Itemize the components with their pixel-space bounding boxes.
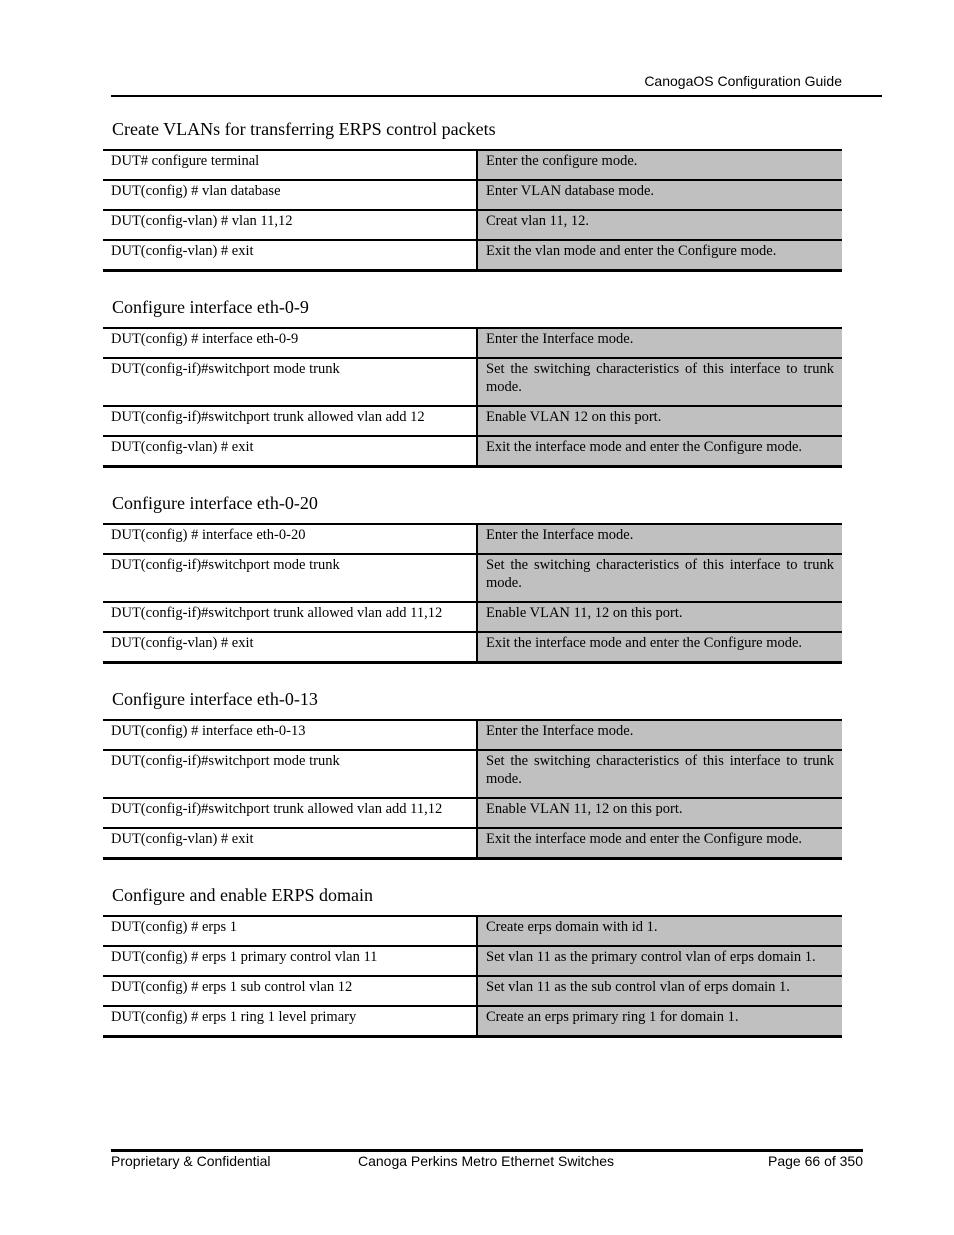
command-cell: DUT(config) # erps 1 sub control vlan 12 [103, 976, 477, 1006]
description-cell: Create erps domain with id 1. [477, 916, 842, 946]
command-cell: DUT(config) # interface eth-0-9 [103, 328, 477, 358]
description-cell: Enable VLAN 11, 12 on this port. [477, 798, 842, 828]
section-interface-eth-0-9 [103, 296, 842, 468]
table-row [103, 750, 842, 798]
command-table [103, 719, 842, 860]
table-row [103, 436, 842, 467]
header-rule [111, 95, 882, 97]
section-title: Configure interface eth-0-9 [112, 297, 309, 317]
description-cell: Set the switching characteristics of this interface to trunk mode. [477, 554, 842, 602]
table-row [103, 554, 842, 602]
table-row [103, 1006, 842, 1037]
description-cell: Set the switching characteristics of this interface to trunk mode. [477, 750, 842, 798]
document-body [103, 118, 842, 1062]
table-row [103, 976, 842, 1006]
footer-confidential: Proprietary & Confidential [111, 1153, 271, 1169]
description-cell: Exit the vlan mode and enter the Configure mode. [477, 240, 842, 271]
table-row [103, 180, 842, 210]
command-cell: DUT(config) # interface eth-0-20 [103, 524, 477, 554]
command-cell: DUT(config-if)#switchport trunk allowed vlan add 12 [103, 406, 477, 436]
section-title: Configure interface eth-0-13 [112, 689, 318, 709]
command-cell: DUT(config) # erps 1 primary control vlan 11 [103, 946, 477, 976]
table-row [103, 916, 842, 946]
section-interface-eth-0-20 [103, 492, 842, 664]
command-table [103, 915, 842, 1038]
description-cell: Exit the interface mode and enter the Configure mode. [477, 632, 842, 663]
description-cell: Enter VLAN database mode. [477, 180, 842, 210]
description-cell: Exit the interface mode and enter the Configure mode. [477, 828, 842, 859]
command-cell: DUT(config-if)#switchport mode trunk [103, 750, 477, 798]
description-cell: Set vlan 11 as the primary control vlan of erps domain 1. [477, 946, 842, 976]
description-cell: Enter the Interface mode. [477, 524, 842, 554]
table-row [103, 328, 842, 358]
section-erps-domain [103, 884, 842, 1038]
table-row [103, 524, 842, 554]
table-row [103, 798, 842, 828]
description-cell: Create an erps primary ring 1 for domain 1. [477, 1006, 842, 1037]
section-create-vlans [103, 118, 842, 272]
command-cell: DUT(config-if)#switchport mode trunk [103, 554, 477, 602]
description-cell: Enable VLAN 11, 12 on this port. [477, 602, 842, 632]
command-table [103, 149, 842, 272]
table-row [103, 632, 842, 663]
command-table [103, 327, 842, 468]
command-cell: DUT(config-vlan) # exit [103, 240, 477, 271]
footer-rule [111, 1149, 863, 1152]
table-row [103, 150, 842, 180]
command-cell: DUT(config-if)#switchport mode trunk [103, 358, 477, 406]
command-cell: DUT(config-vlan) # vlan 11,12 [103, 210, 477, 240]
table-row [103, 602, 842, 632]
table-row [103, 240, 842, 271]
command-cell: DUT(config) # erps 1 ring 1 level primary [103, 1006, 477, 1037]
section-title: Configure interface eth-0-20 [112, 493, 318, 513]
section-interface-eth-0-13 [103, 688, 842, 860]
table-row [103, 946, 842, 976]
section-title: Configure and enable ERPS domain [112, 885, 373, 905]
command-cell: DUT(config) # erps 1 [103, 916, 477, 946]
command-cell: DUT(config-if)#switchport trunk allowed vlan add 11,12 [103, 602, 477, 632]
description-cell: Enter the Interface mode. [477, 328, 842, 358]
description-cell: Enter the Interface mode. [477, 720, 842, 750]
description-cell: Creat vlan 11, 12. [477, 210, 842, 240]
page-header-title: CanogaOS Configuration Guide [644, 73, 842, 89]
description-cell: Enter the configure mode. [477, 150, 842, 180]
command-cell: DUT(config-if)#switchport trunk allowed vlan add 11,12 [103, 798, 477, 828]
table-row [103, 210, 842, 240]
description-cell: Enable VLAN 12 on this port. [477, 406, 842, 436]
table-row [103, 720, 842, 750]
command-table [103, 523, 842, 664]
section-title: Create VLANs for transferring ERPS control packets [112, 119, 496, 139]
footer-page-number: Page 66 of 350 [768, 1153, 863, 1169]
command-cell: DUT(config) # vlan database [103, 180, 477, 210]
table-row [103, 406, 842, 436]
command-cell: DUT(config) # interface eth-0-13 [103, 720, 477, 750]
table-row [103, 828, 842, 859]
command-cell: DUT(config-vlan) # exit [103, 828, 477, 859]
description-cell: Set vlan 11 as the sub control vlan of erps domain 1. [477, 976, 842, 1006]
description-cell: Set the switching characteristics of this interface to trunk mode. [477, 358, 842, 406]
command-cell: DUT# configure terminal [103, 150, 477, 180]
table-row [103, 358, 842, 406]
command-cell: DUT(config-vlan) # exit [103, 632, 477, 663]
footer-product: Canoga Perkins Metro Ethernet Switches [358, 1153, 615, 1169]
command-cell: DUT(config-vlan) # exit [103, 436, 477, 467]
description-cell: Exit the interface mode and enter the Configure mode. [477, 436, 842, 467]
